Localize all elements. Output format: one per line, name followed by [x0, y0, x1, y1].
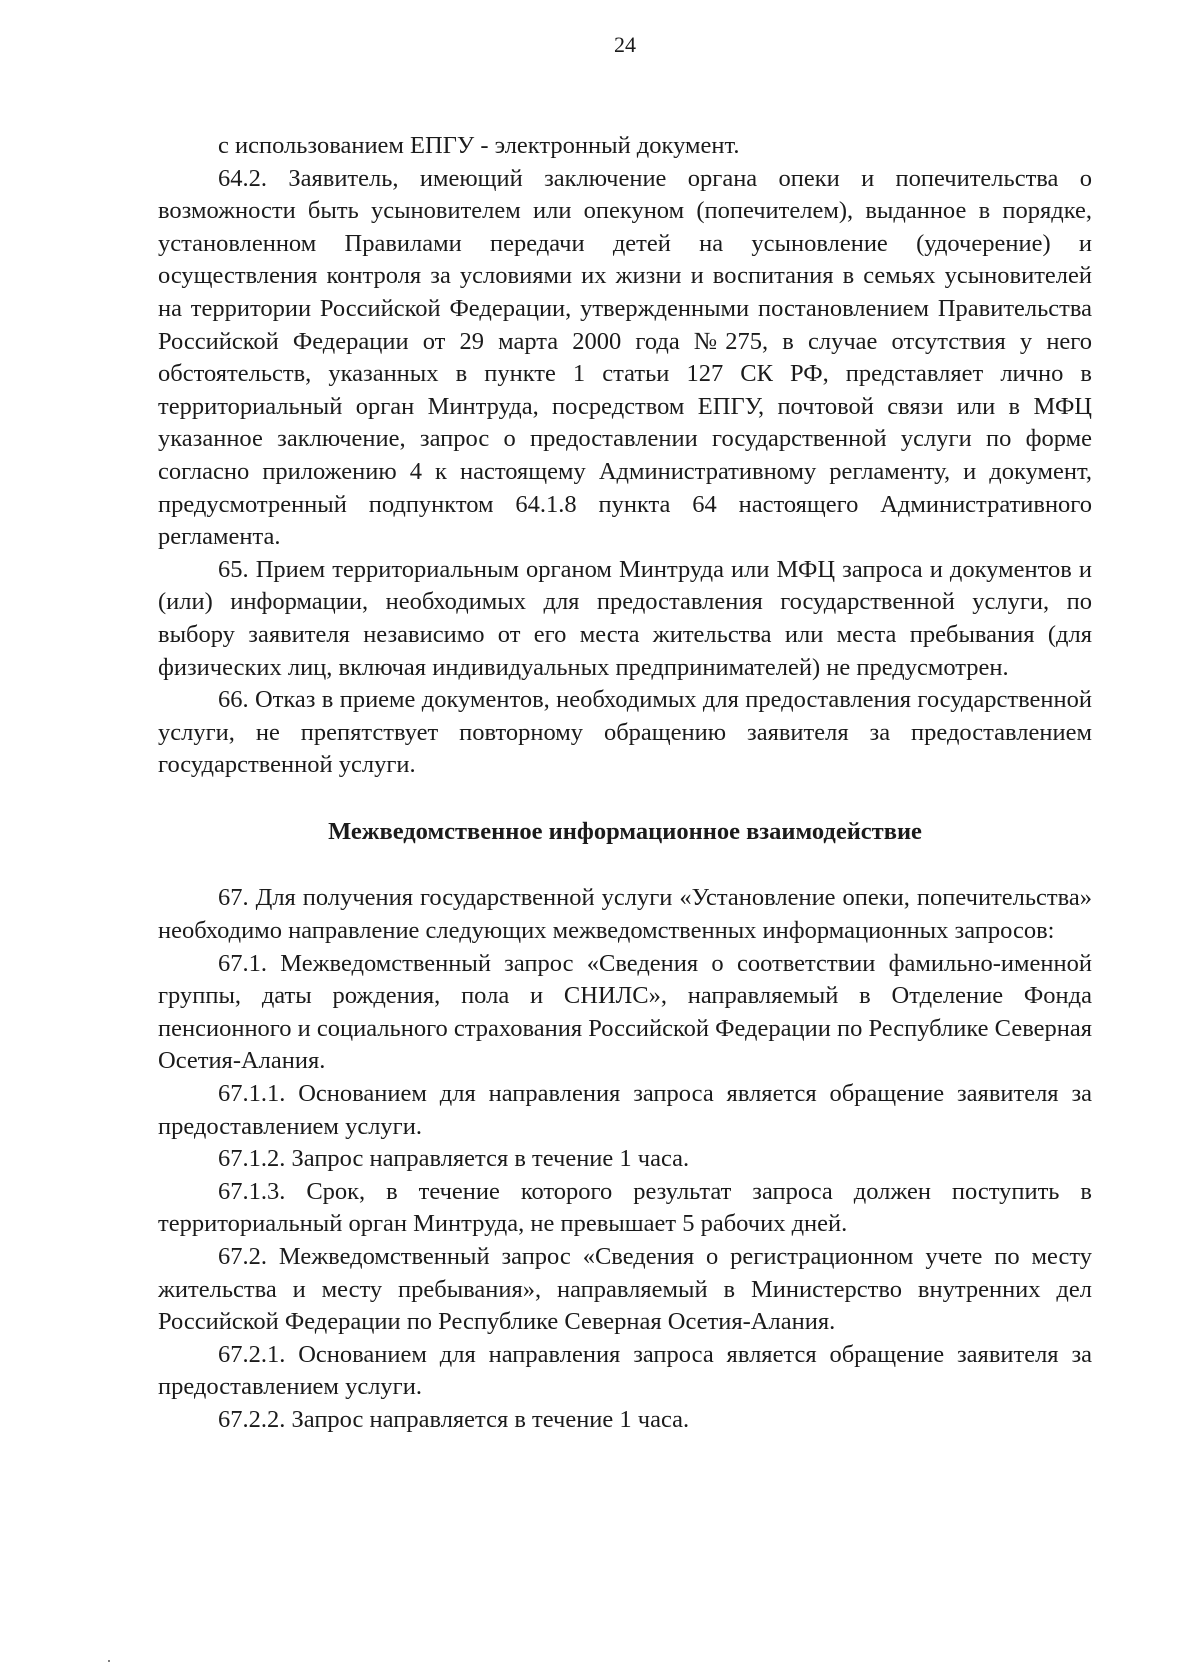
paragraph-continuation: с использованием ЕПГУ - электронный документ. [218, 132, 740, 159]
scan-artifact-dot [108, 1660, 110, 1662]
paragraph-67-1-2: 67.1.2. Запрос направляется в течение 1 часа. [218, 1145, 690, 1173]
paragraph-67: 67. Для получения государственной услуги «Установление опеки, попечительства» необходимо направление следующих межведомственных информационных запросов: [158, 884, 1092, 945]
paragraph-64-2: 64.2. Заявитель, имеющий заключение органа опеки и попечительства о возможности быть усыновителем или опекуном (попечителем), выданное в порядке, установленном Правилами передачи детей на усыновление (удочерение) и осуществления контроля за условиями их жизни и воспитания в семьях усыновителей на территории Российской Федерации, утвержденными постановлением Правительства Российской Федерации от 29 марта 2000 года №275, в случае отсутствия у него обстоятельств, указанных в пункте 1 статьи 127 СК РФ, представляет лично в территориальный орган Минтруда, посредством ЕПГУ, почтовой связи или в МФЦ указанное заключение, запрос о предоставлении государственной услуги по форме согласно приложению 4 к настоящему Административному регламенту, и документ, предусмотренный подпунктом 64.1.8 пункта 64 настоящего Административного регламента. [158, 164, 1092, 551]
section-heading: Межведомственное информационное взаимодействие [328, 817, 922, 845]
paragraph-67-2-2: 67.2.2. Запрос направляется в течение 1 часа. [218, 1405, 690, 1433]
paragraph-66: 66. Отказ в приеме документов, необходимых для предоставления государственной услуги, не препятствует повторному обращению заявителя за предоставлением государственной услуги. [158, 686, 1092, 779]
paragraph-67-2-1: 67.2.1. Основанием для направления запроса является обращение заявителя за предоставлением услуги. [158, 1340, 1092, 1401]
paragraph-67-1: 67.1. Межведомственный запрос «Сведения о соответствии фамильно-именной группы, даты рождения, пола и СНИЛС», направляемый в Отделение Фонда пенсионного и социального страхования Российской Федерации по Республике Северная Осетия-Алания. [158, 949, 1092, 1075]
paragraph-65: 65. Прием территориальным органом Минтруда или МФЦ запроса и документов и (или) информации, необходимых для предоставления государственной услуги, по выбору заявителя независимо от его места жительства или места пребывания (для физических лиц, включая индивидуальных предпринимателей) не предусмотрен. [158, 555, 1092, 681]
paragraph-67-2: 67.2. Межведомственный запрос «Сведения о регистрационном учете по месту жительства и месту пребывания», направляемый в Министерство внутренних дел Российской Федерации по Республике Северная Осетия-Алания. [158, 1243, 1092, 1336]
page-number: 24 [614, 32, 636, 57]
paragraph-67-1-1: 67.1.1. Основанием для направления запроса является обращение заявителя за предоставлением услуги. [158, 1080, 1092, 1140]
paragraph-67-1-3: 67.1.3. Срок, в течение которого результат запроса должен поступить в территориальный орган Минтруда, не превышает 5 рабочих дней. [158, 1177, 1092, 1238]
